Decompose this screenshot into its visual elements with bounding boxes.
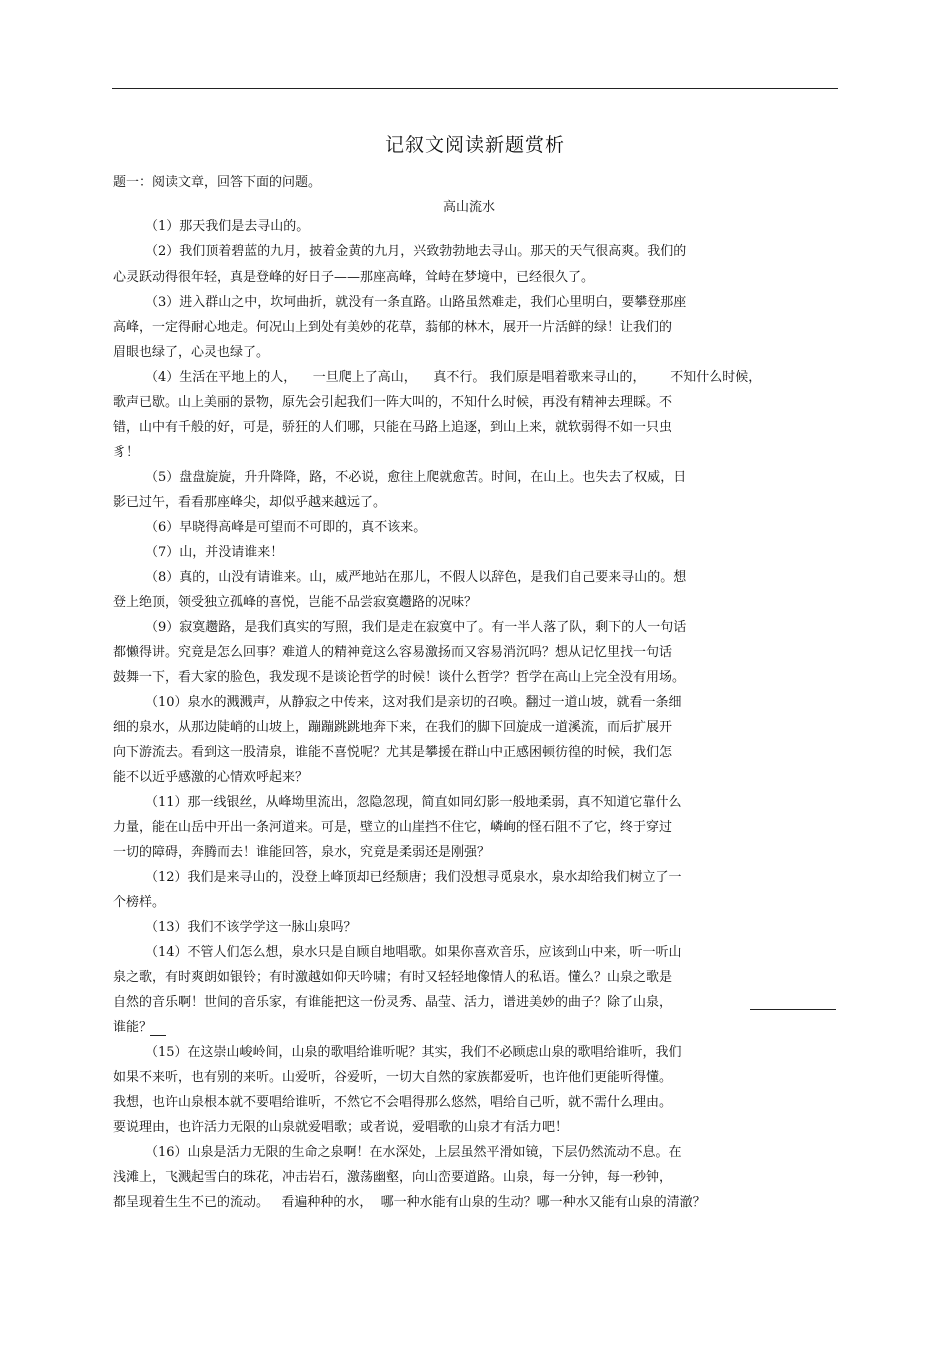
text-line: 高峰，一定得耐心地走。何况山上到处有美妙的花草，蓊郁的林木，展开一片活鲜的绿！让我们的 bbox=[113, 320, 673, 335]
text-line: （13）我们不该学学这一脉山泉吗？ bbox=[145, 920, 357, 935]
text-line: 影已过午，看看那座峰尖，却似乎越来越远了。 bbox=[113, 495, 387, 510]
text-line-underlined: 谁能？ bbox=[113, 1020, 153, 1035]
text-line: （4）生活在平地上的人， 一旦爬上了高山， 真不行。 我们原是唱着歌来寻山的， 不知什么时候， bbox=[145, 370, 762, 385]
text-line: （16）山泉是活力无限的生命之泉啊！在水深处，上层虽然平滑如镜，下层仍然流动不息。在 bbox=[145, 1145, 682, 1160]
text-line: 向下游流去。看到这一股清泉，谁能不喜悦呢？尤其是攀援在群山中正感困顿彷徨的时候，我们怎 bbox=[113, 745, 673, 760]
question-intro: 题一：阅读文章，回答下面的问题。 bbox=[113, 175, 322, 190]
underline-tail bbox=[150, 1035, 166, 1036]
essay-title: 高山流水 bbox=[442, 200, 495, 215]
text-line: 要说理由，也许活力无限的山泉就爱唱歌；或者说，爱唱歌的山泉才有活力吧！ bbox=[113, 1120, 569, 1135]
text-line: 一切的障碍，奔腾而去！谁能回答，泉水，究竟是柔弱还是刚强？ bbox=[113, 845, 491, 860]
underline-rule bbox=[750, 1009, 836, 1010]
text-line: （5）盘盘旋旋，升升降降，路，不必说，愈往上爬就愈苦。时间，在山上。也失去了权威，日 bbox=[145, 470, 687, 485]
text-line: 都呈现着生生不已的流动。 看遍种种的水， 哪一种水能有山泉的生动？哪一种水又能有山泉的清澈？ bbox=[113, 1195, 706, 1210]
text-line: 豸！ bbox=[113, 445, 140, 460]
text-line: （15）在这崇山峻岭间，山泉的歌唱给谁听呢？其实，我们不必顾虑山泉的歌唱给谁听，我们 bbox=[145, 1045, 682, 1060]
text-line: 登上绝顶，领受独立孤峰的喜悦，岂能不品尝寂寞趱路的况味？ bbox=[113, 595, 478, 610]
text-line: （7）山，并没请谁来！ bbox=[145, 545, 284, 560]
text-line: 如果不来听，也有别的来听。山爱听，谷爱听，一切大自然的家族都爱听，也许他们更能听得懂。 bbox=[113, 1070, 673, 1085]
text-line: （9）寂寞趱路，是我们真实的写照，我们是走在寂寞中了。有一半人落了队，剩下的人一句话 bbox=[145, 620, 687, 635]
text-line: （3）进入群山之中，坎坷曲折，就没有一条直路。山路虽然难走，我们心里明白，要攀登那座 bbox=[145, 295, 687, 310]
text-line: 都懒得讲。究竟是怎么回事？难道人的精神竟这么容易激扬而又容易消沉吗？想从记忆里找一句话 bbox=[113, 645, 673, 660]
header-rule bbox=[112, 88, 838, 89]
text-line: 我想，也许山泉根本就不要唱给谁听，不然它不会唱得那么悠然，唱给自己听，就不需什么理由。 bbox=[113, 1095, 673, 1110]
text-line: 浅滩上，飞溅起雪白的珠花，冲击岩石，激荡幽壑，向山峦要道路。山泉，每一分钟，每一秒钟， bbox=[113, 1170, 673, 1185]
text-line: 眉眼也绿了，心灵也绿了。 bbox=[113, 345, 270, 360]
text-line: （10）泉水的溅溅声，从静寂之中传来，这对我们是亲切的召唤。翻过一道山坡，就看一条细 bbox=[145, 695, 682, 710]
text-line: 歌声已歇。山上美丽的景物，原先会引起我们一阵大叫的，不知什么时候，再没有精神去理睬。不 bbox=[113, 395, 673, 410]
text-line: （1）那天我们是去寻山的。 bbox=[145, 219, 310, 234]
text-line: （2）我们顶着碧蓝的九月，披着金黄的九月，兴致勃勃地去寻山。那天的天气很高爽。我们的 bbox=[145, 244, 687, 259]
text-line: 力量，能在山岳中开出一条河道来。可是，壁立的山崖挡不住它，嶙峋的怪石阻不了它，终于穿过 bbox=[113, 820, 673, 835]
text-line: 能不以近乎感激的心情欢呼起来？ bbox=[113, 770, 309, 785]
text-line: 错，山中有千般的好，可是，骄狂的人们哪，只能在马路上追逐，到山上来，就软弱得不如一只虫 bbox=[113, 420, 673, 435]
text-line: （8）真的，山没有请谁来。山，威严地站在那儿，不假人以辞色，是我们自己要来寻山的。想 bbox=[145, 570, 687, 585]
text-line: 个榜样。 bbox=[113, 895, 166, 910]
text-line: 细的泉水，从那边陡峭的山坡上，蹦蹦跳跳地奔下来，在我们的脚下回旋成一道溪流，而后扩展开 bbox=[113, 720, 673, 735]
text-line: （11）那一线银丝，从峰坳里流出，忽隐忽现，简直如同幻影一般地柔弱，真不知道它靠什么 bbox=[145, 795, 682, 810]
text-line: （6）早晓得高峰是可望而不可即的，真不该来。 bbox=[145, 520, 427, 535]
text-line-underlined: 泉之歌，有时爽朗如银铃；有时激越如仰天吟啸；有时又轻轻地像情人的私语。懂么？山泉之歌是 bbox=[113, 970, 673, 985]
text-line: （14）不管人们怎么想，泉水只是自顾自地唱歌。如果你喜欢音乐，应该到山中来，听一听山 bbox=[145, 945, 682, 960]
text-line: （12）我们是来寻山的，没登上峰顶却已经颓唐；我们没想寻觅泉水，泉水却给我们树立了一 bbox=[145, 870, 682, 885]
text-line: 心灵跃动得很年轻，真是登峰的好日子——那座高峰，耸峙在梦境中，已经很久了。 bbox=[113, 270, 595, 285]
text-line-underlined: 自然的音乐啊！世间的音乐家，有谁能把这一份灵秀、晶莹、活力，谱进美妙的曲子？除了山泉， bbox=[113, 995, 673, 1010]
page-title: 记叙文阅读新题赏析 bbox=[384, 134, 565, 156]
text-line: 鼓舞一下，看大家的脸色，我发现不是谈论哲学的时候！谈什么哲学？哲学在高山上完全没有用场。 bbox=[113, 670, 686, 685]
